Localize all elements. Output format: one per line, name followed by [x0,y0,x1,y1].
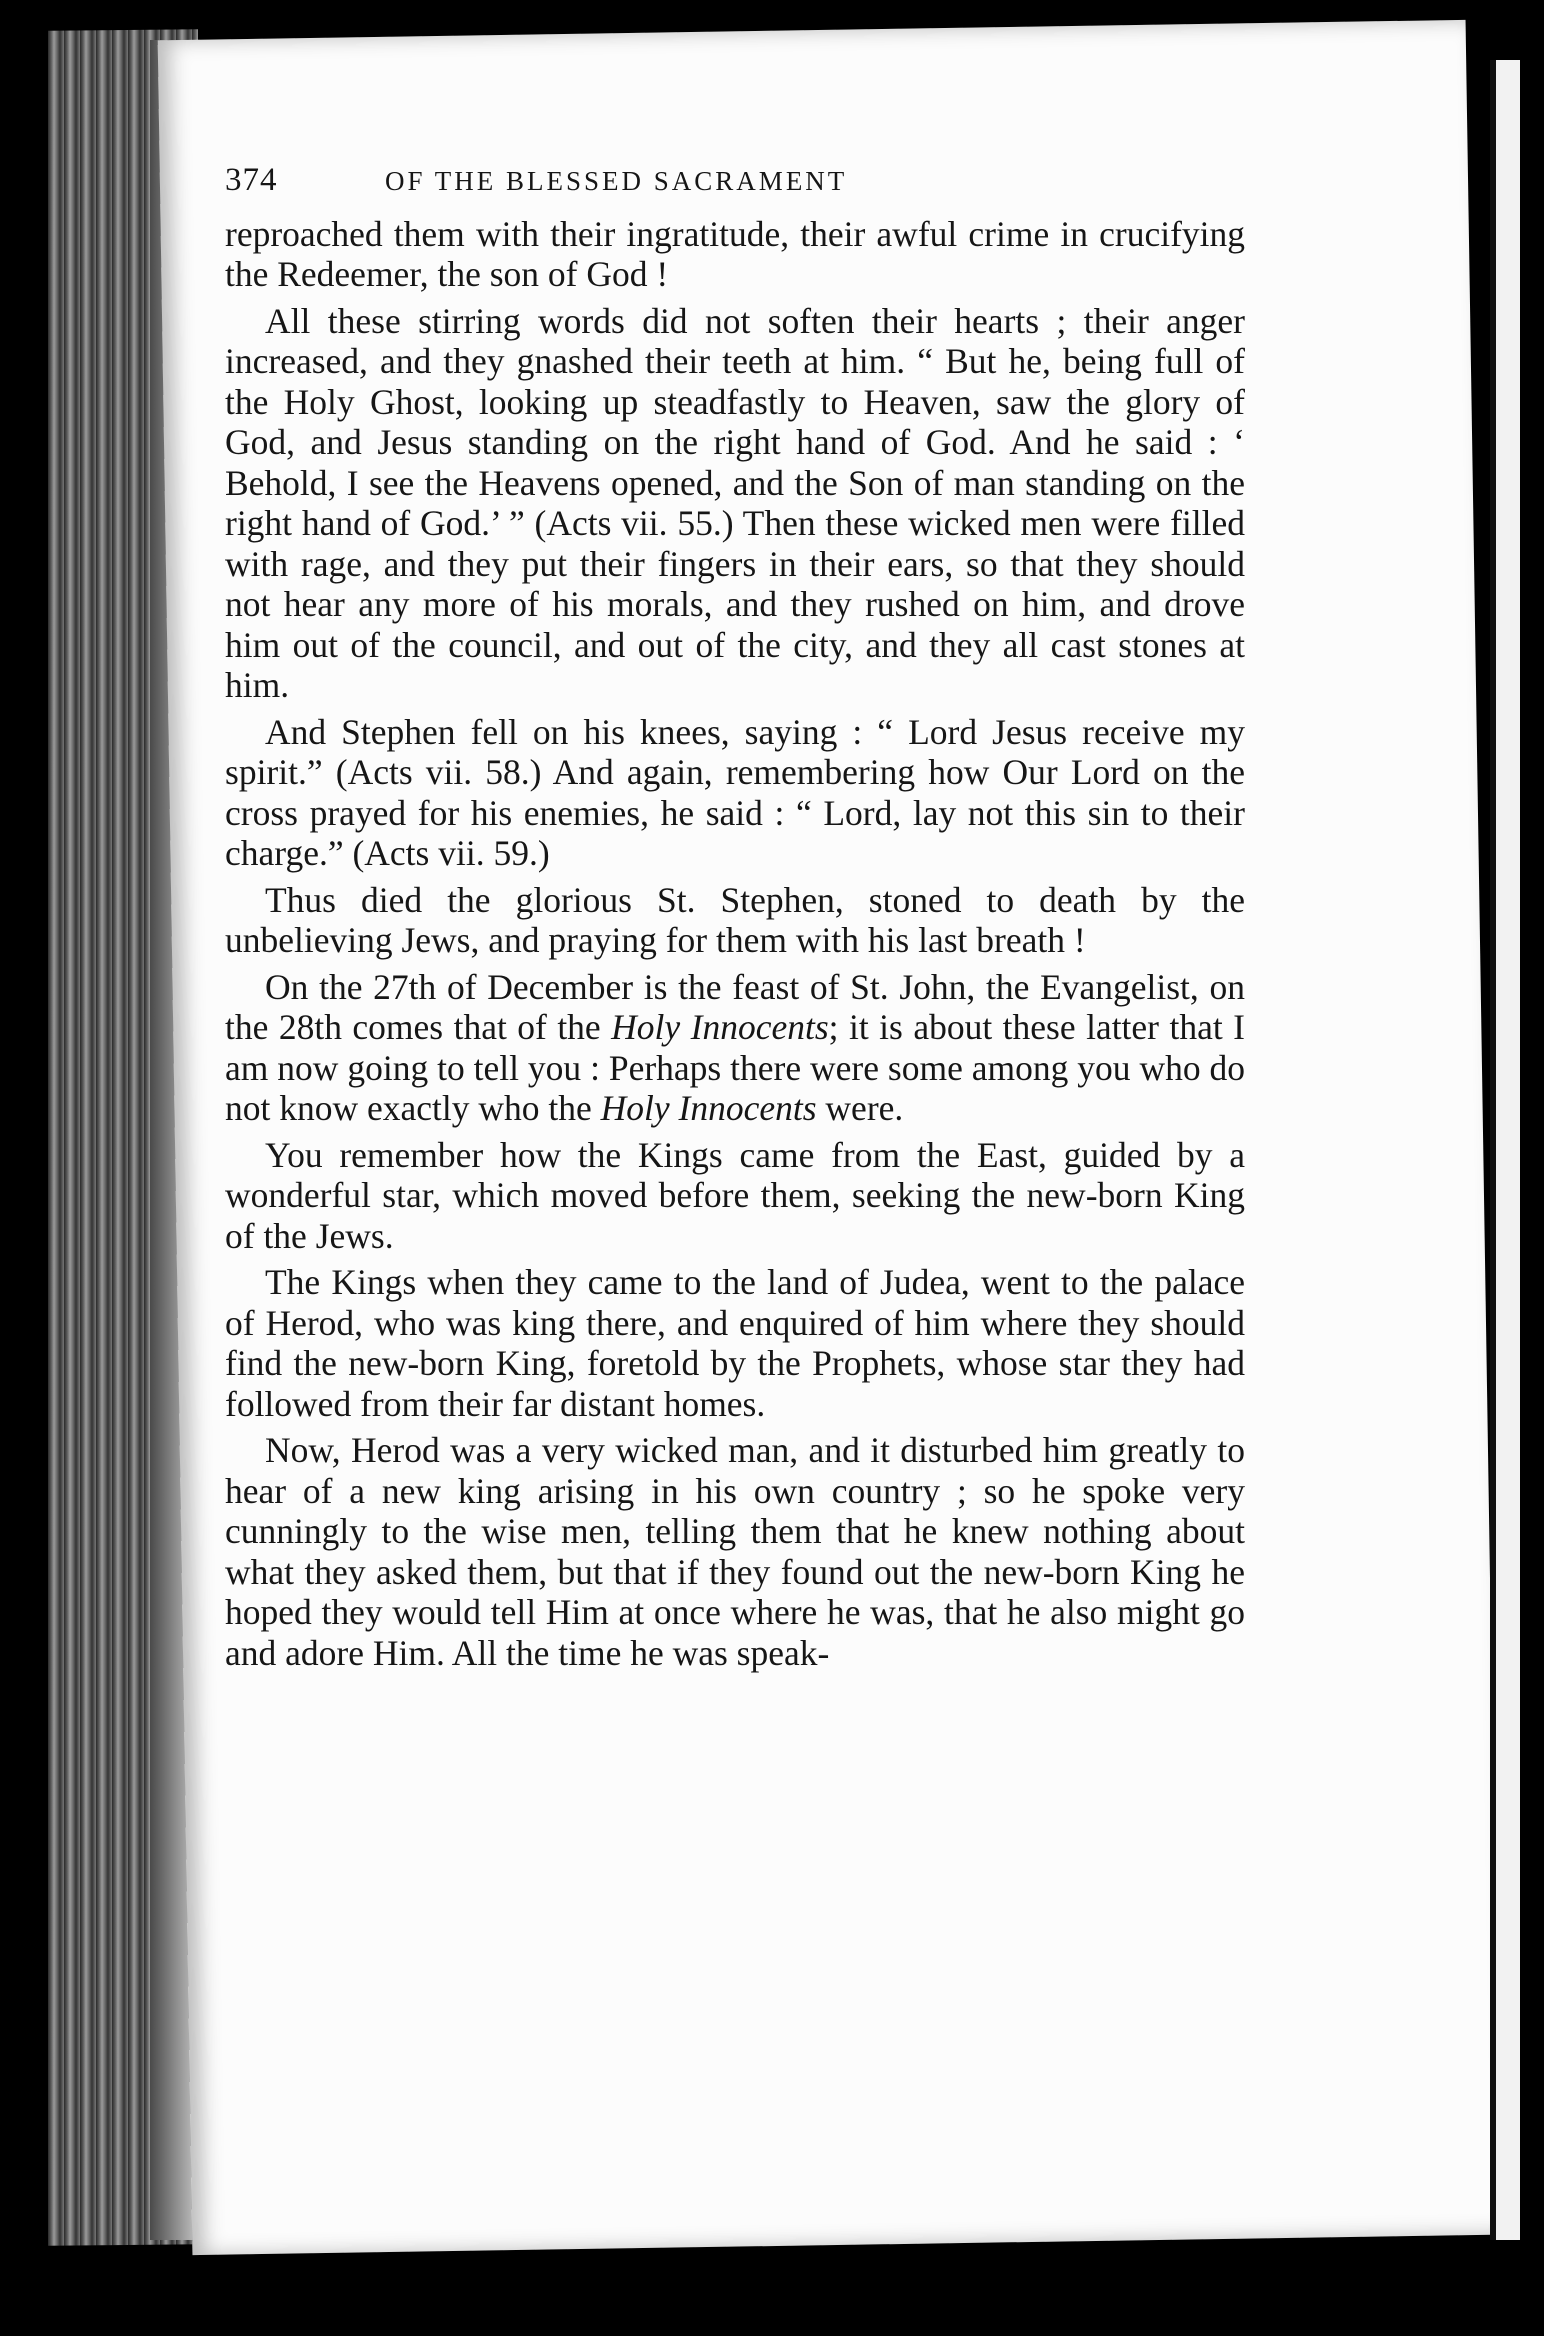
paragraph [225,967,1245,1129]
text-block [225,160,1245,1679]
italic-text: Holy Innocents [600,1088,817,1128]
paragraph-text: ; it is about these latter that I am now going to tell you : Perhaps there were some among you who do not know exactly who the [225,1007,1245,1128]
paragraph-text: were. [816,1088,904,1128]
facing-page-edge [1490,60,1520,2240]
paragraph [225,301,1245,706]
paragraph [225,880,1245,961]
running-head [225,160,1245,202]
paragraph [225,712,1245,874]
paragraph-text: On the 27th of December is the feast of St. John, the Evangelist, on the 28th comes that of the [225,966,1245,1047]
paragraph [225,1262,1245,1424]
paragraph-text: You remember how the Kings came from the East, guided by a wonderful star, which moved before them, seeking the new-born King of the Jews. [225,1134,1245,1256]
paragraph-text: And Stephen fell on his knees, saying : “ Lord Jesus receive my spirit.” (Acts vii. 58.) And again, remembering how Our Lord on the cross prayed for his enemies, he said : “ Lord, lay not this sin to their charge.” (Acts vii. 59.) [225,711,1245,873]
body-text [225,214,1245,1674]
paragraph [225,214,1245,295]
paragraph [225,1135,1245,1257]
paragraph [225,1430,1245,1673]
page-number: 374 [225,162,278,198]
running-title: OF THE BLESSED SACRAMENT [385,166,848,196]
italic-text: Holy Innocents [611,1007,829,1047]
paragraph-text: All these stirring words did not soften their hearts ; their anger increased, and they gnashed their teeth at him. “ But he, being full of the Holy Ghost, looking up steadfastly to Heaven, saw the glory of God, and Jesus standing on the right hand of God. And he said : ‘ Behold, I see the Heavens opened, and the Son of man standing on the right hand of God.’ ” (Acts vii. 55.) Then these wicked men were filled with rage, and they put their fingers in their ears, so that they should not hear any more of his morals, and they rushed on him, and drove him out of the council, and out of the city, and they all cast stones at him. [225,300,1245,705]
paragraph-text: Thus died the glorious St. Stephen, stoned to death by the unbelieving Jews, and praying for them with his last breath ! [225,879,1245,960]
paragraph-text: The Kings when they came to the land of Judea, went to the palace of Herod, who was king there, and enquired of him where they should find the new-born King, foretold by the Prophets, whose star they had followed from their far distant homes. [225,1262,1245,1424]
paragraph-text: Now, Herod was a very wicked man, and it disturbed him greatly to hear of a new king arising in his own country ; so he spoke very cunningly to the wise men, telling them that he knew nothing about what they asked them, but that if they found out the new-born King he hoped they would tell Him at once where he was, that he also might go and adore Him. All the time he was speak- [225,1430,1245,1673]
paragraph-text: reproached them with their ingratitude, their awful crime in crucifying the Redeemer, the son of God ! [225,213,1245,294]
